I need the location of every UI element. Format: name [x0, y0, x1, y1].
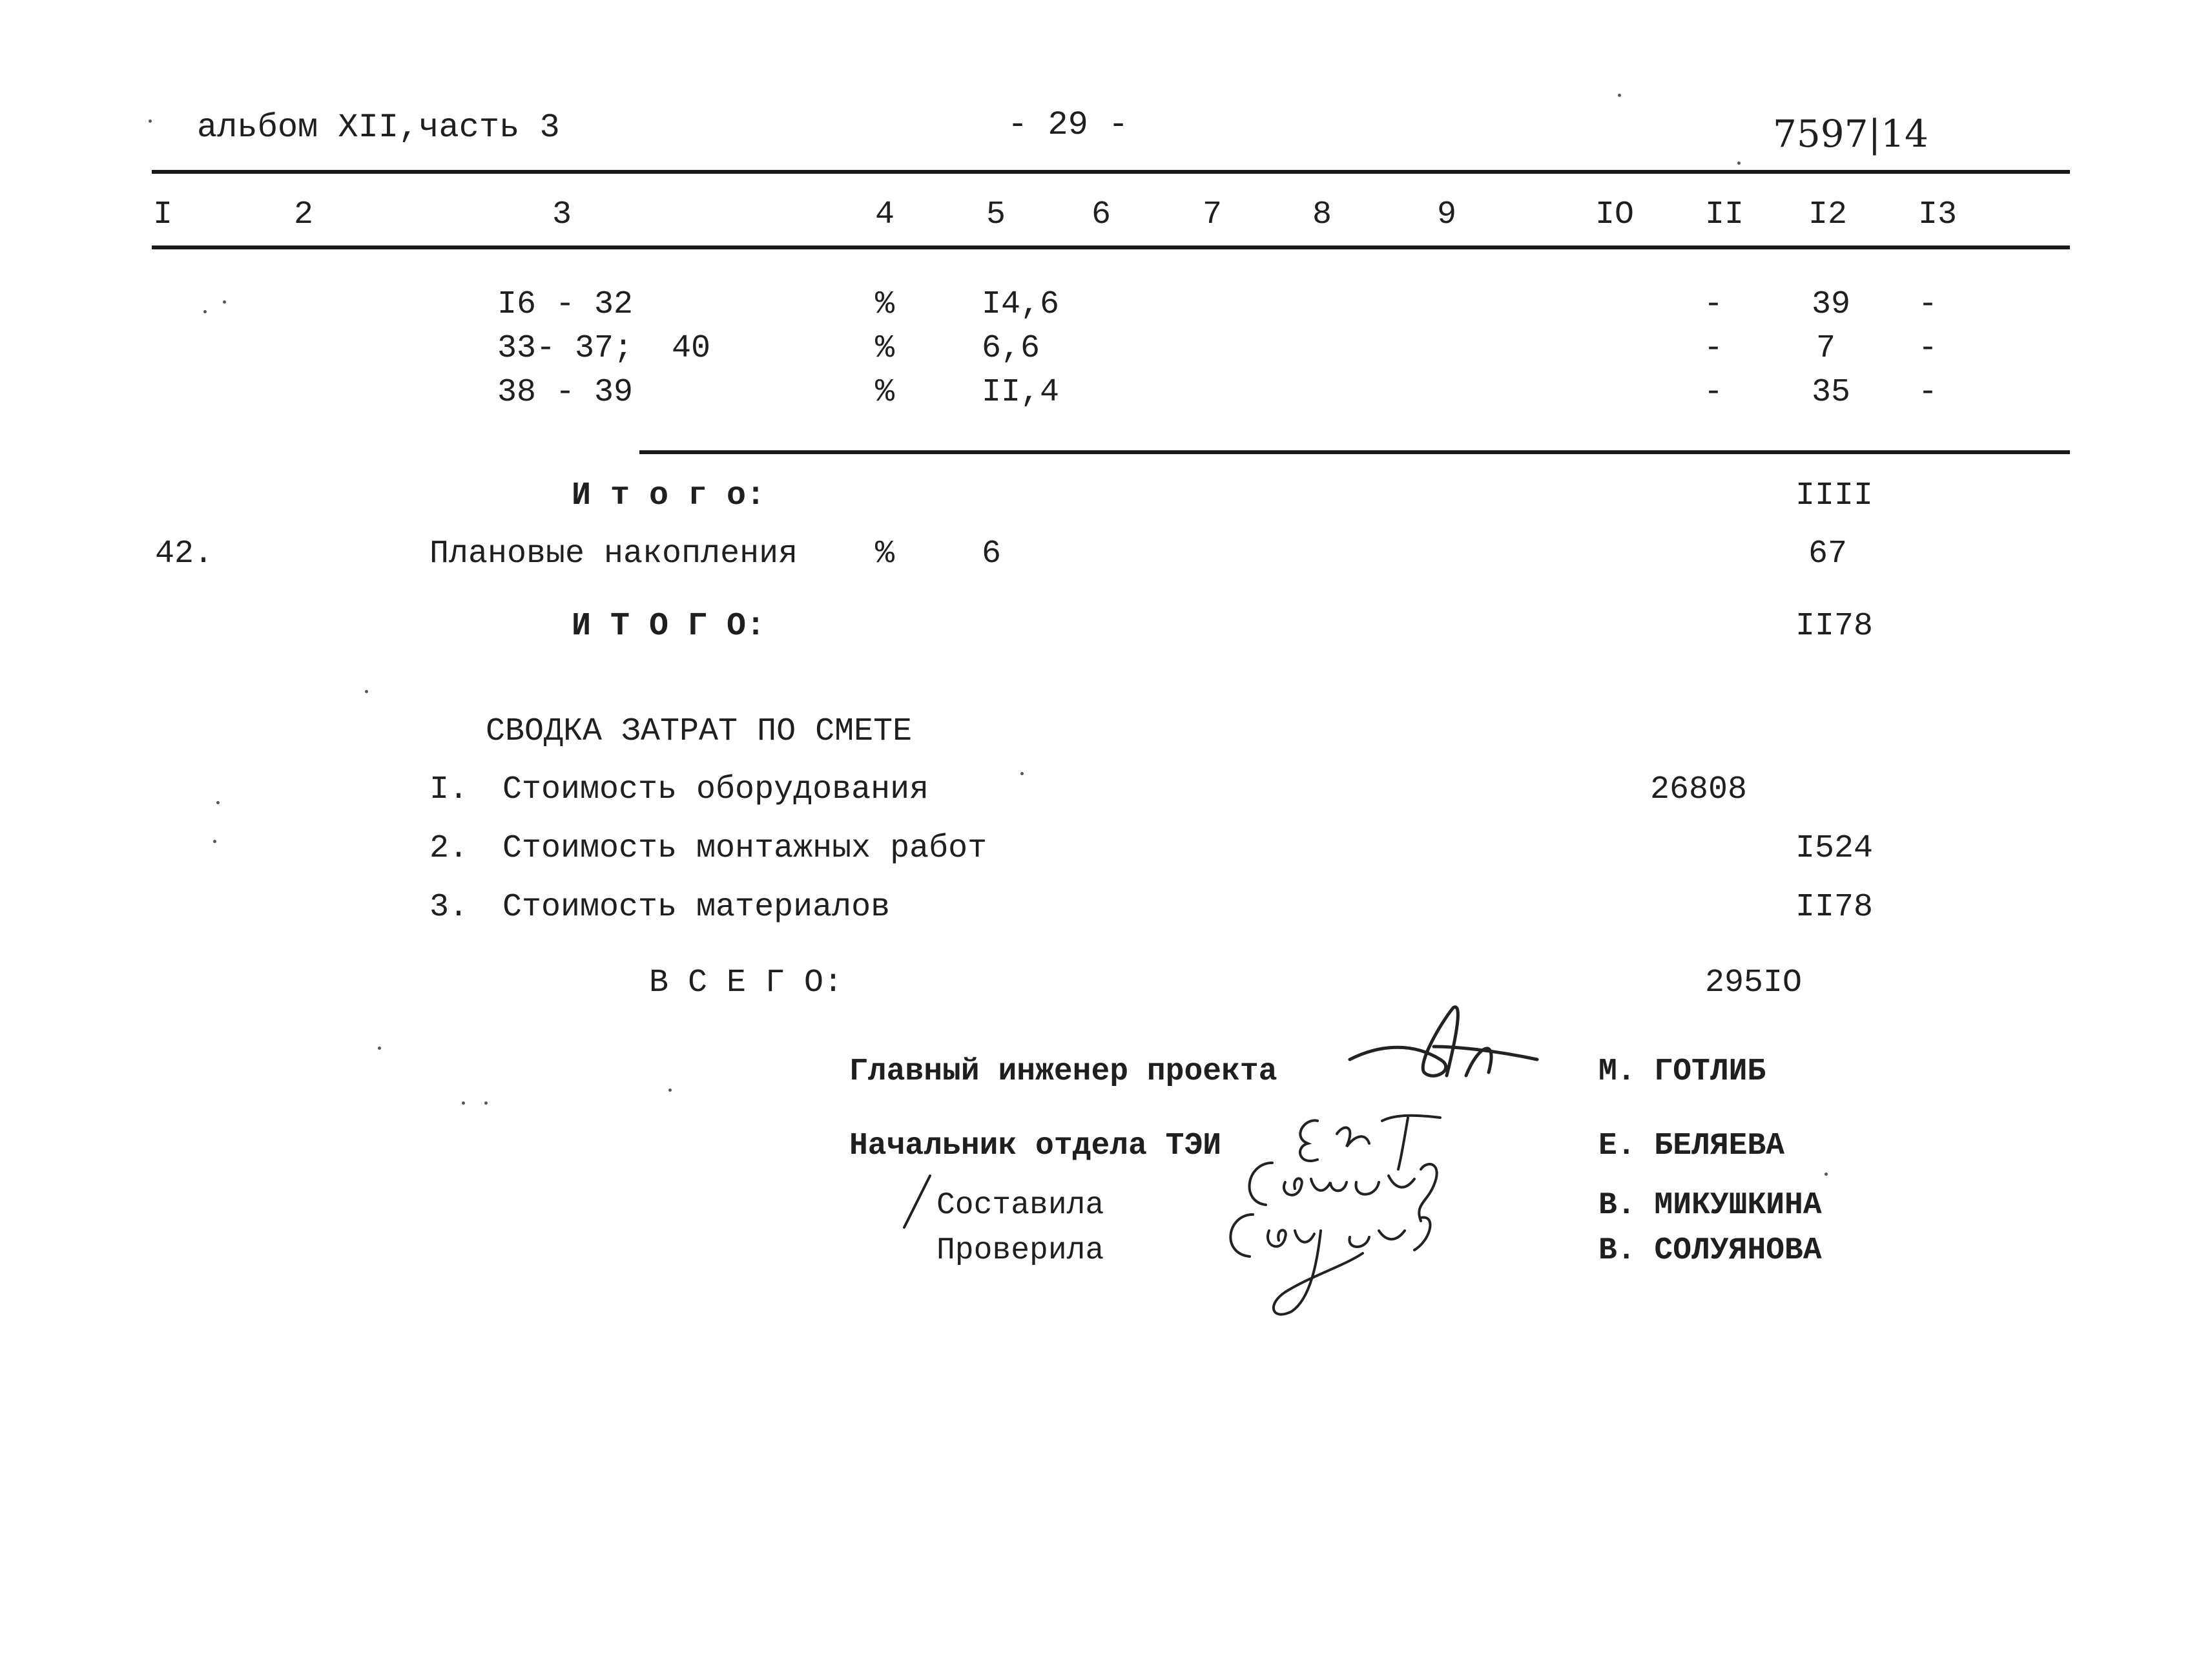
- summary-title: СВОДКА ЗАТРАТ ПО СМЕТЕ: [486, 713, 913, 750]
- row-range: 33- 37; 40: [497, 330, 711, 367]
- row-col13: -: [1918, 330, 1938, 367]
- column-number-6: 6: [1091, 196, 1111, 233]
- column-number-7: 7: [1203, 196, 1223, 233]
- header-bottom-rule: [152, 245, 2070, 249]
- row-range: 38 - 39: [497, 374, 634, 411]
- signature-role: Главный инженер проекта: [849, 1054, 1277, 1089]
- grand-total-label: В С Е Г О:: [649, 965, 843, 1001]
- scan-speck: [1737, 162, 1741, 165]
- row-rate: 6,6: [982, 330, 1040, 367]
- scan-speck: [149, 120, 152, 123]
- subtotal-rule: [639, 450, 2070, 454]
- scan-speck: [203, 310, 207, 313]
- signature-role: Проверила: [936, 1233, 1104, 1268]
- scan-speck: [1020, 772, 1024, 775]
- scan-speck: [213, 840, 216, 843]
- scan-speck: [216, 801, 220, 804]
- column-number-2: 2: [294, 196, 314, 233]
- grand-total-value: 295IO: [1705, 965, 1803, 1001]
- document-number: 7597|14: [1773, 112, 1928, 156]
- header-top-rule: [152, 170, 2070, 174]
- signature-name: Е. БЕЛЯЕВА: [1598, 1129, 1785, 1163]
- scan-speck: [462, 1101, 465, 1105]
- signature-name: В. МИКУШКИНА: [1598, 1188, 1822, 1223]
- scan-speck: [668, 1089, 672, 1092]
- column-number-12: I2: [1808, 196, 1848, 233]
- total-label: И Т О Г О:: [572, 608, 766, 645]
- signature-name: В. СОЛУЯНОВА: [1598, 1233, 1822, 1268]
- row-unit: %: [875, 286, 895, 323]
- row-unit: %: [875, 330, 895, 367]
- subtotal-value: IIII: [1795, 477, 1874, 514]
- signature-role: Начальник отдела ТЭИ: [849, 1129, 1222, 1163]
- signature-role: Составила: [936, 1188, 1104, 1223]
- summary-item-value: II78: [1795, 889, 1874, 926]
- page-number: - 29 -: [1008, 106, 1129, 144]
- row-col12: 7: [1816, 330, 1836, 367]
- row-range: I6 - 32: [497, 286, 634, 323]
- column-number-9: 9: [1437, 196, 1457, 233]
- column-number-11: II: [1705, 196, 1744, 233]
- summary-item-label: Стоимость монтажных работ: [502, 830, 987, 867]
- column-number-10: IO: [1595, 196, 1635, 233]
- row-rate: I4,6: [982, 286, 1060, 323]
- planned-label: Плановые накопления: [429, 536, 798, 572]
- planned-value: 67: [1808, 536, 1848, 572]
- row-unit: %: [875, 374, 895, 411]
- column-number-8: 8: [1312, 196, 1332, 233]
- summary-item-number: 2.: [429, 830, 469, 867]
- row-col12: 35: [1812, 374, 1851, 411]
- signature-gotlib: [1343, 998, 1556, 1108]
- row-col13: -: [1918, 374, 1938, 411]
- row-col12: 39: [1812, 286, 1851, 323]
- summary-item-label: Стоимость оборудования: [502, 771, 929, 808]
- subtotal-label: И т о г о:: [572, 477, 766, 514]
- row-col11: -: [1704, 286, 1724, 323]
- scan-speck: [1824, 1173, 1828, 1176]
- summary-item-number: 3.: [429, 889, 469, 926]
- pen-slash-mark: [898, 1173, 936, 1231]
- signature-soluyanova: [1214, 1202, 1498, 1331]
- row-rate: II,4: [982, 374, 1060, 411]
- row-col11: -: [1704, 330, 1724, 367]
- scan-speck: [223, 300, 226, 304]
- row-col11: -: [1704, 374, 1724, 411]
- planned-rate: 6: [982, 536, 1002, 572]
- signature-name: М. ГОТЛИБ: [1598, 1054, 1766, 1089]
- summary-item-value: 26808: [1650, 771, 1748, 808]
- summary-item-value: I524: [1795, 830, 1874, 867]
- column-number-3: 3: [552, 196, 572, 233]
- row-col13: -: [1918, 286, 1938, 323]
- scan-speck: [378, 1047, 381, 1050]
- summary-item-label: Стоимость материалов: [502, 889, 891, 926]
- column-number-5: 5: [986, 196, 1006, 233]
- scan-speck: [484, 1101, 488, 1105]
- total-value: II78: [1795, 608, 1874, 645]
- scan-speck: [1618, 94, 1621, 97]
- album-reference: альбом XII,часть 3: [197, 109, 560, 147]
- planned-unit: %: [875, 536, 895, 572]
- summary-item-number: I.: [429, 771, 469, 808]
- planned-number: 42.: [155, 536, 214, 572]
- scan-speck: [365, 690, 368, 693]
- column-number-1: I: [153, 196, 173, 233]
- column-number-4: 4: [875, 196, 895, 233]
- column-number-13: I3: [1918, 196, 1958, 233]
